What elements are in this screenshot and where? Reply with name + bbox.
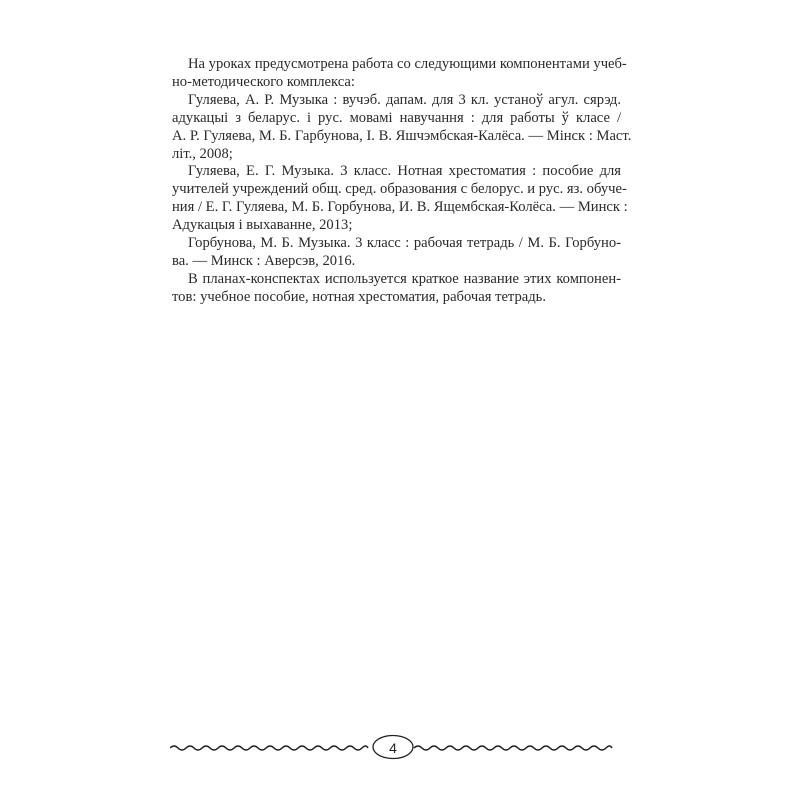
- paragraph-note: [172, 271, 621, 307]
- text-line: Адукацыя і выхаванне, 2013;: [172, 217, 353, 234]
- text-line: літ., 2008;: [172, 145, 233, 162]
- page-footer: [170, 732, 620, 764]
- text-line: но-методического комплекса:: [172, 73, 355, 90]
- reference-item: [172, 235, 621, 271]
- page-number: 4: [389, 740, 397, 756]
- text-line: На уроках предусмотрена работа со следующими компонентами учеб-: [188, 56, 627, 72]
- paragraph-intro: [172, 56, 627, 92]
- text-line: тов: учебное пособие, нотная хрестоматия, рабочая тетрадь.: [172, 288, 546, 305]
- reference-item: [172, 163, 628, 235]
- document-body: [172, 56, 632, 307]
- text-line: Гуляева, А. Р. Музыка : вучэб. дапам. для 3 кл. устаноў агул. сярэд.: [188, 91, 621, 108]
- text-line: Гуляева, Е. Г. Музыка. 3 класс. Нотная хрестоматия : пособие для: [188, 163, 621, 180]
- text-line: учителей учреждений общ. сред. образования с белорус. и рус. яз. обуче-: [172, 181, 627, 198]
- reference-item: [172, 91, 632, 164]
- text-line: адукацыі з беларус. і рус. мовамі навучання : для работы ў класе /: [172, 109, 621, 126]
- text-line: ва. — Минск : Аверсэв, 2016.: [172, 252, 356, 269]
- text-line: Горбунова, М. Б. Музыка. 3 класс : рабочая тетрадь / М. Б. Горбуно-: [188, 235, 621, 252]
- text-line: В планах-конспектах используется краткое название этих компонен-: [188, 270, 621, 287]
- text-line: ния / Е. Г. Гуляева, М. Б. Горбунова, И. В. Ящембская-Колёса. — Минск :: [172, 199, 628, 216]
- text-line: А. Р. Гуляева, М. Б. Гарбунова, І. В. Яшчэмбская-Калёса. — Мінск : Маст.: [172, 127, 632, 144]
